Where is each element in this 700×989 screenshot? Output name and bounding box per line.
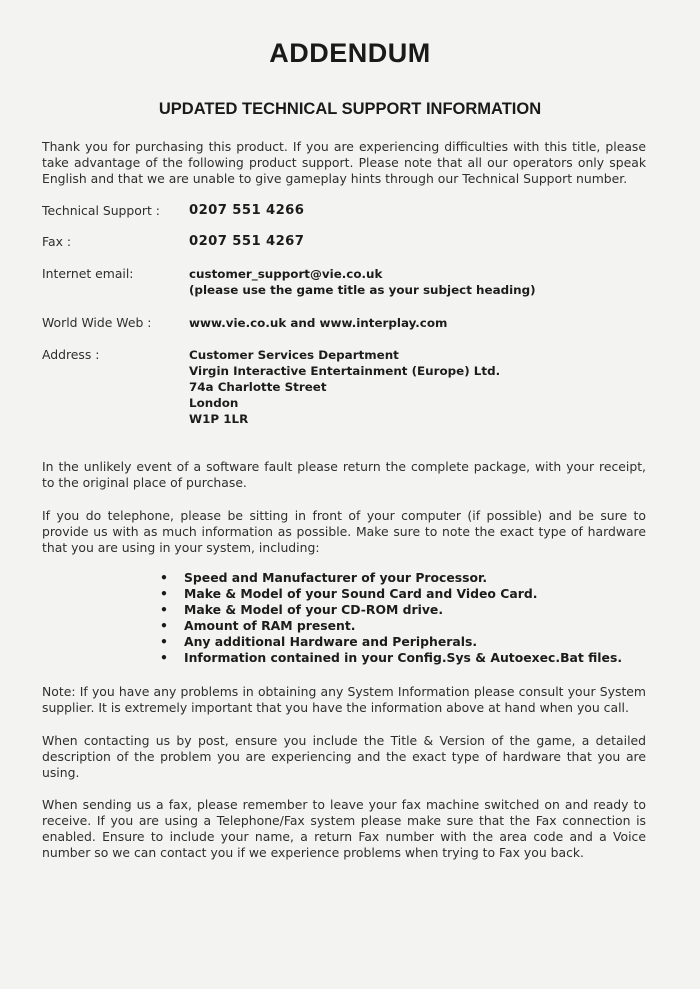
support-phone: 0207 551 4266 — [189, 203, 305, 218]
web-label: World Wide Web : — [42, 315, 152, 330]
address-line: London — [189, 396, 239, 410]
address-line: Customer Services Department — [189, 348, 399, 362]
support-label: Technical Support : — [42, 203, 160, 218]
email-address: customer_support@vie.co.uk — [189, 267, 383, 281]
bullet-icon: • — [160, 602, 168, 617]
bullet-icon: • — [160, 586, 168, 601]
fax-label: Fax : — [42, 234, 72, 249]
note-paragraph: Note: If you have any problems in obtaining any System Information please consult your System supplier. It is extremely important that you have the information above at hand when you call. — [42, 684, 646, 715]
address-line: 74a Charlotte Street — [189, 380, 327, 394]
email-label: Internet email: — [42, 266, 134, 281]
list-item: • Make & Model of your CD-ROM drive. — [160, 602, 444, 617]
telephone-paragraph: If you do telephone, please be sitting in front of your computer (if possible) and be sure to provide us with as much information as possible. Make sure to note the exact type of hardware that you are using in your system, including: — [42, 508, 646, 555]
bullet-icon: • — [160, 570, 168, 585]
list-item: • Any additional Hardware and Peripherals. — [160, 634, 478, 649]
list-item: • Make & Model of your Sound Card and Video Card. — [160, 586, 538, 601]
address-block — [189, 347, 500, 427]
list-item: • Speed and Manufacturer of your Processor. — [160, 570, 488, 585]
page-subtitle: UPDATED TECHNICAL SUPPORT INFORMATION — [158, 100, 542, 118]
hardware-list — [158, 570, 622, 666]
address-label: Address : — [42, 347, 100, 362]
bullet-icon: • — [160, 634, 168, 649]
list-item: • Information contained in your Config.Sys & Autoexec.Bat files. — [160, 650, 623, 665]
fax-paragraph: When sending us a fax, please remember to leave your fax machine switched on and ready to receive. If you are using a Telephone/Fax system please make sure that the Fax connection is enabled. Ensure to include your name, a return Fax number with the area code and a Voice number so we can contact you if we experience problems when trying to Fax you back. — [42, 797, 646, 860]
email-note: (please use the game title as your subject heading) — [189, 283, 536, 297]
page-title: ADDENDUM — [269, 38, 431, 68]
address-line: W1P 1LR — [189, 412, 249, 426]
address-line: Virgin Interactive Entertainment (Europe) Ltd. — [189, 364, 501, 378]
post-paragraph: When contacting us by post, ensure you include the Title & Version of the game, a detailed description of the problem you are experiencing and the exact type of hardware that you are using. — [42, 733, 646, 780]
email-block — [189, 266, 536, 298]
bullet-icon: • — [160, 618, 168, 633]
list-item: • Amount of RAM present. — [160, 618, 356, 633]
fax-number: 0207 551 4267 — [189, 234, 305, 249]
web-addresses: www.vie.co.uk and www.interplay.com — [189, 316, 448, 330]
intro-paragraph: Thank you for purchasing this product. If you are experiencing difficulties with this title, please take advantage of the following product support. Please note that all our operators only speak English and that we are unable to give gameplay hints through our Technical Support number. — [42, 139, 646, 186]
bullet-icon: • — [160, 650, 168, 665]
fault-paragraph: In the unlikely event of a software fault please return the complete package, with your receipt, to the original place of purchase. — [42, 459, 646, 490]
